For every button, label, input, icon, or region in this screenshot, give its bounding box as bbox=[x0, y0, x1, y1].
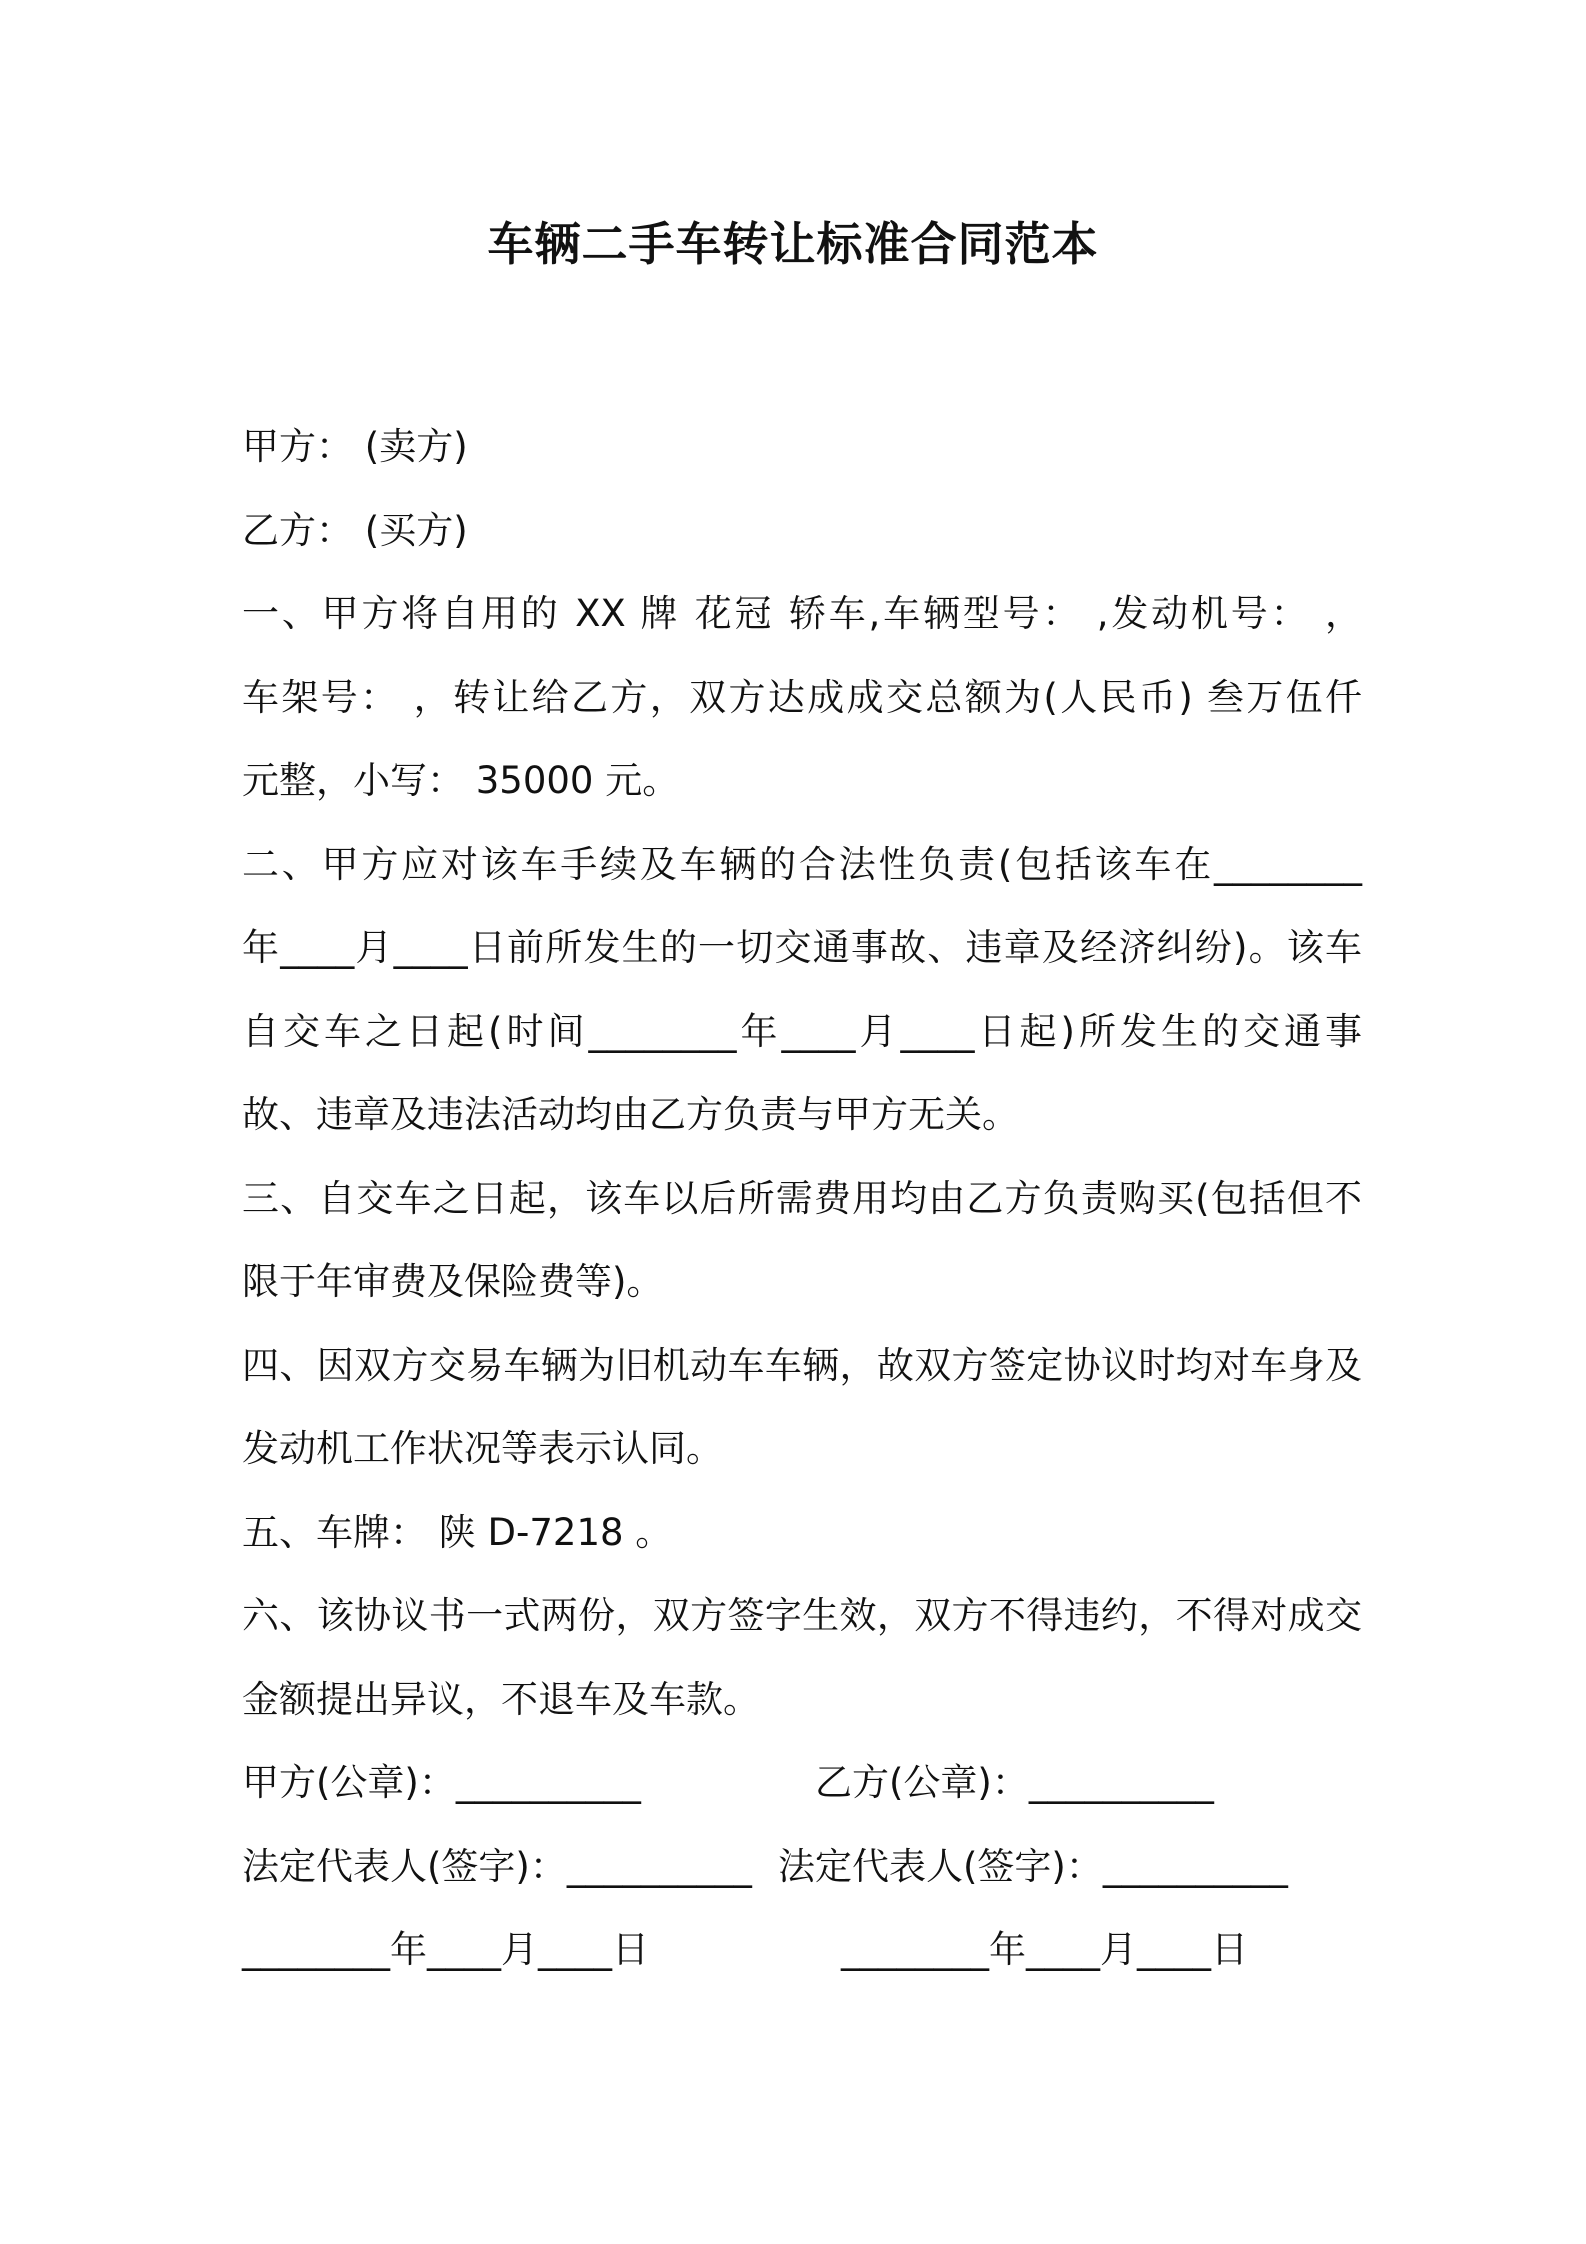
clause-line: 年____月____日前所发生的一切交通事故、违章及经济纠纷)。该车 bbox=[242, 926, 1362, 969]
clause-line: 自交车之日起(时间________年____月____日起)所发生的交通事 bbox=[242, 1009, 1362, 1053]
date-row bbox=[242, 1908, 1362, 1992]
party-a-date: ________年____月____日 bbox=[242, 1928, 649, 1971]
clause-line: 故、违章及违法活动均由乙方负责与甲方无关。 bbox=[242, 1093, 1019, 1136]
clause-line: 三、自交车之日起，该车以后所需费用均由乙方负责购买(包括但不 bbox=[242, 1176, 1362, 1220]
clause-line: 六、该协议书一式两份，双方签字生效，双方不得违约，不得对成交 bbox=[242, 1594, 1362, 1637]
clause-6 bbox=[242, 1574, 1362, 1741]
clause-line: 四、因双方交易车辆为旧机动车车辆，故双方签定协议时均对车身及 bbox=[242, 1343, 1362, 1387]
clause-line: 五、车牌： 陕 D-7218 。 bbox=[242, 1510, 673, 1554]
clause-line: 元整，小写： 35000 元。 bbox=[242, 759, 680, 802]
party-b-seal: 乙方(公章)：__________ bbox=[815, 1761, 1214, 1804]
clause-3 bbox=[242, 1157, 1362, 1324]
clause-2 bbox=[242, 823, 1362, 1157]
party-a-representative: 法定代表人(签字)：__________ bbox=[242, 1844, 752, 1888]
document-title: 车辆二手车转让标准合同范本 bbox=[487, 217, 1099, 271]
clause-line: 二、甲方应对该车手续及车辆的合法性负责(包括该车在________ bbox=[242, 842, 1362, 886]
clause-1 bbox=[242, 572, 1362, 823]
party-b-representative: 法定代表人(签字)：__________ bbox=[778, 1844, 1288, 1888]
seal-row bbox=[242, 1741, 1362, 1825]
clause-line: 车架号： ，转让给乙方，双方达成成交总额为(人民币) 叁万伍仟 bbox=[242, 675, 1362, 719]
clause-line: 发动机工作状况等表示认同。 bbox=[242, 1427, 723, 1470]
clause-line: 限于年审费及保险费等)。 bbox=[242, 1260, 664, 1303]
party-a-seal: 甲方(公章)：__________ bbox=[242, 1761, 641, 1804]
clause-4 bbox=[242, 1324, 1362, 1491]
clause-line: 一、甲方将自用的 XX 牌 花冠 轿车,车辆型号： ,发动机号： ， bbox=[242, 592, 1362, 635]
party-b-line: 乙方： (买方) bbox=[242, 508, 468, 552]
party-b-date: ________年____月____日 bbox=[841, 1928, 1248, 1971]
clause-line: 金额提出异议，不退车及车款。 bbox=[242, 1677, 760, 1721]
representative-row bbox=[242, 1825, 1362, 1909]
party-a-line: 甲方： (卖方) bbox=[242, 425, 468, 468]
clause-5 bbox=[242, 1491, 1362, 1575]
document-body bbox=[242, 405, 1362, 1992]
